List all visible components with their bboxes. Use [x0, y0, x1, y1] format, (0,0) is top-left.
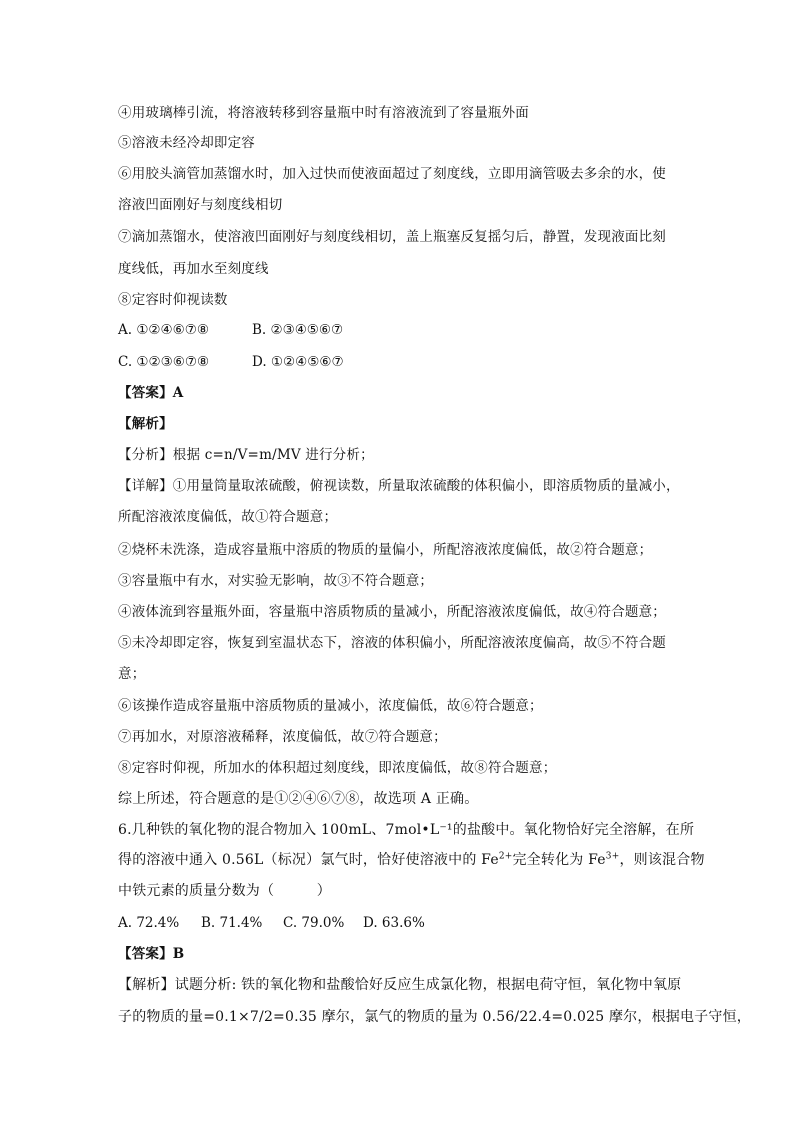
text-segment: 完全转化为 Fe: [512, 852, 606, 868]
question-6-line: 中铁元素的质量分数为（ ）: [118, 883, 331, 899]
text-line: 所配溶液浓度偏低，故①符合题意；: [118, 509, 338, 525]
answer-label: 【答案】B: [118, 946, 185, 962]
text-line: ④液体流到容量瓶外面，容量瓶中溶质物质的量减小，所配溶液浓度偏低，故④符合题意；: [118, 604, 666, 620]
text-line: ⑦滴加蒸馏水，使溶液凹面刚好与刻度线相切，盖上瓶塞反复摇匀后，静置，发现液面比刻: [118, 229, 666, 245]
option-c: C. 79.0%: [283, 915, 345, 931]
text-line: 【分析】根据 c=n/V=m/MV 进行分析；: [118, 447, 374, 463]
text-line: 子的物质的量=0.1×7/2=0.35 摩尔，氯气的物质的量为 0.56/22.4=0.025 摩尔，根据电子守恒，: [118, 1009, 751, 1025]
text-line: ③容量瓶中有水，对实验无影响，故③不符合题意；: [118, 573, 434, 589]
text-line: 综上所述，符合题意的是①②④⑥⑦⑧，故选项 A 正确。: [118, 791, 479, 807]
superscript: 2+: [498, 851, 513, 862]
option-a: A. 72.4%: [118, 915, 180, 931]
text-line: 溶液凹面刚好与刻度线相切: [118, 197, 283, 213]
text-line: ⑥该操作造成容量瓶中溶质物质的量减小，浓度偏低，故⑥符合题意；: [118, 698, 543, 714]
text-line: ④用玻璃棒引流，将溶液转移到容量瓶中时有溶液流到了容量瓶外面: [118, 105, 529, 121]
option-d: D. 63.6%: [363, 915, 425, 931]
superscript: 3+: [605, 851, 620, 862]
text-line: 【详解】①用量筒量取浓硫酸，俯视读数，所量取浓硫酸的体积偏小，即溶质物质的量减小，: [118, 478, 680, 494]
text-line: ②烧杯未洗涤，造成容量瓶中溶质的物质的量偏小，所配溶液浓度偏低，故②符合题意；: [118, 542, 653, 558]
text-line: ⑥用胶头滴管加蒸馏水时，加入过快而使液面超过了刻度线，立即用滴管吸去多余的水，使: [118, 166, 666, 182]
text-line: 度线低，再加水至刻度线: [118, 261, 269, 277]
text-line: ⑧定容时仰视读数: [118, 292, 228, 308]
text-line: ⑦再加水，对原溶液稀释，浓度偏低，故⑦符合题意；: [118, 729, 447, 745]
answer-label: 【答案】A: [118, 385, 184, 401]
question-6-line: [118, 850, 705, 870]
option-a: A. ①②④⑥⑦⑧: [118, 322, 209, 338]
text-line: ⑤溶液未经冷却即定容: [118, 135, 255, 151]
text-line: ⑤未冷却即定容，恢复到室温状态下，溶液的体积偏小，所配溶液浓度偏高，故⑤不符合题: [118, 635, 666, 651]
option-d: D. ①②④⑤⑥⑦: [252, 354, 344, 370]
text-line: ⑧定容时仰视，所加水的体积超过刻度线，即浓度偏低，故⑧符合题意；: [118, 760, 557, 776]
question-6-line: 6.几种铁的氧化物的混合物加入 100mL、7mol•L⁻¹的盐酸中。氧化物恰好完全溶解，在所: [118, 822, 695, 838]
text-line: 【解析】试题分析: 铁的氧化物和盐酸恰好反应生成氯化物，根据电荷守恒，氧化物中氧原: [118, 977, 682, 993]
analysis-label: 【解析】: [118, 416, 173, 432]
text-segment: 得的溶液中通入 0.56L（标况）氯气时，恰好使溶液中的 Fe: [118, 852, 499, 868]
option-c: C. ①②③⑥⑦⑧: [118, 354, 210, 370]
option-b: B. ②③④⑤⑥⑦: [252, 322, 344, 338]
text-segment: ，则该混合物: [619, 852, 705, 868]
text-line: 意；: [118, 666, 146, 682]
option-b: B. 71.4%: [201, 915, 263, 931]
